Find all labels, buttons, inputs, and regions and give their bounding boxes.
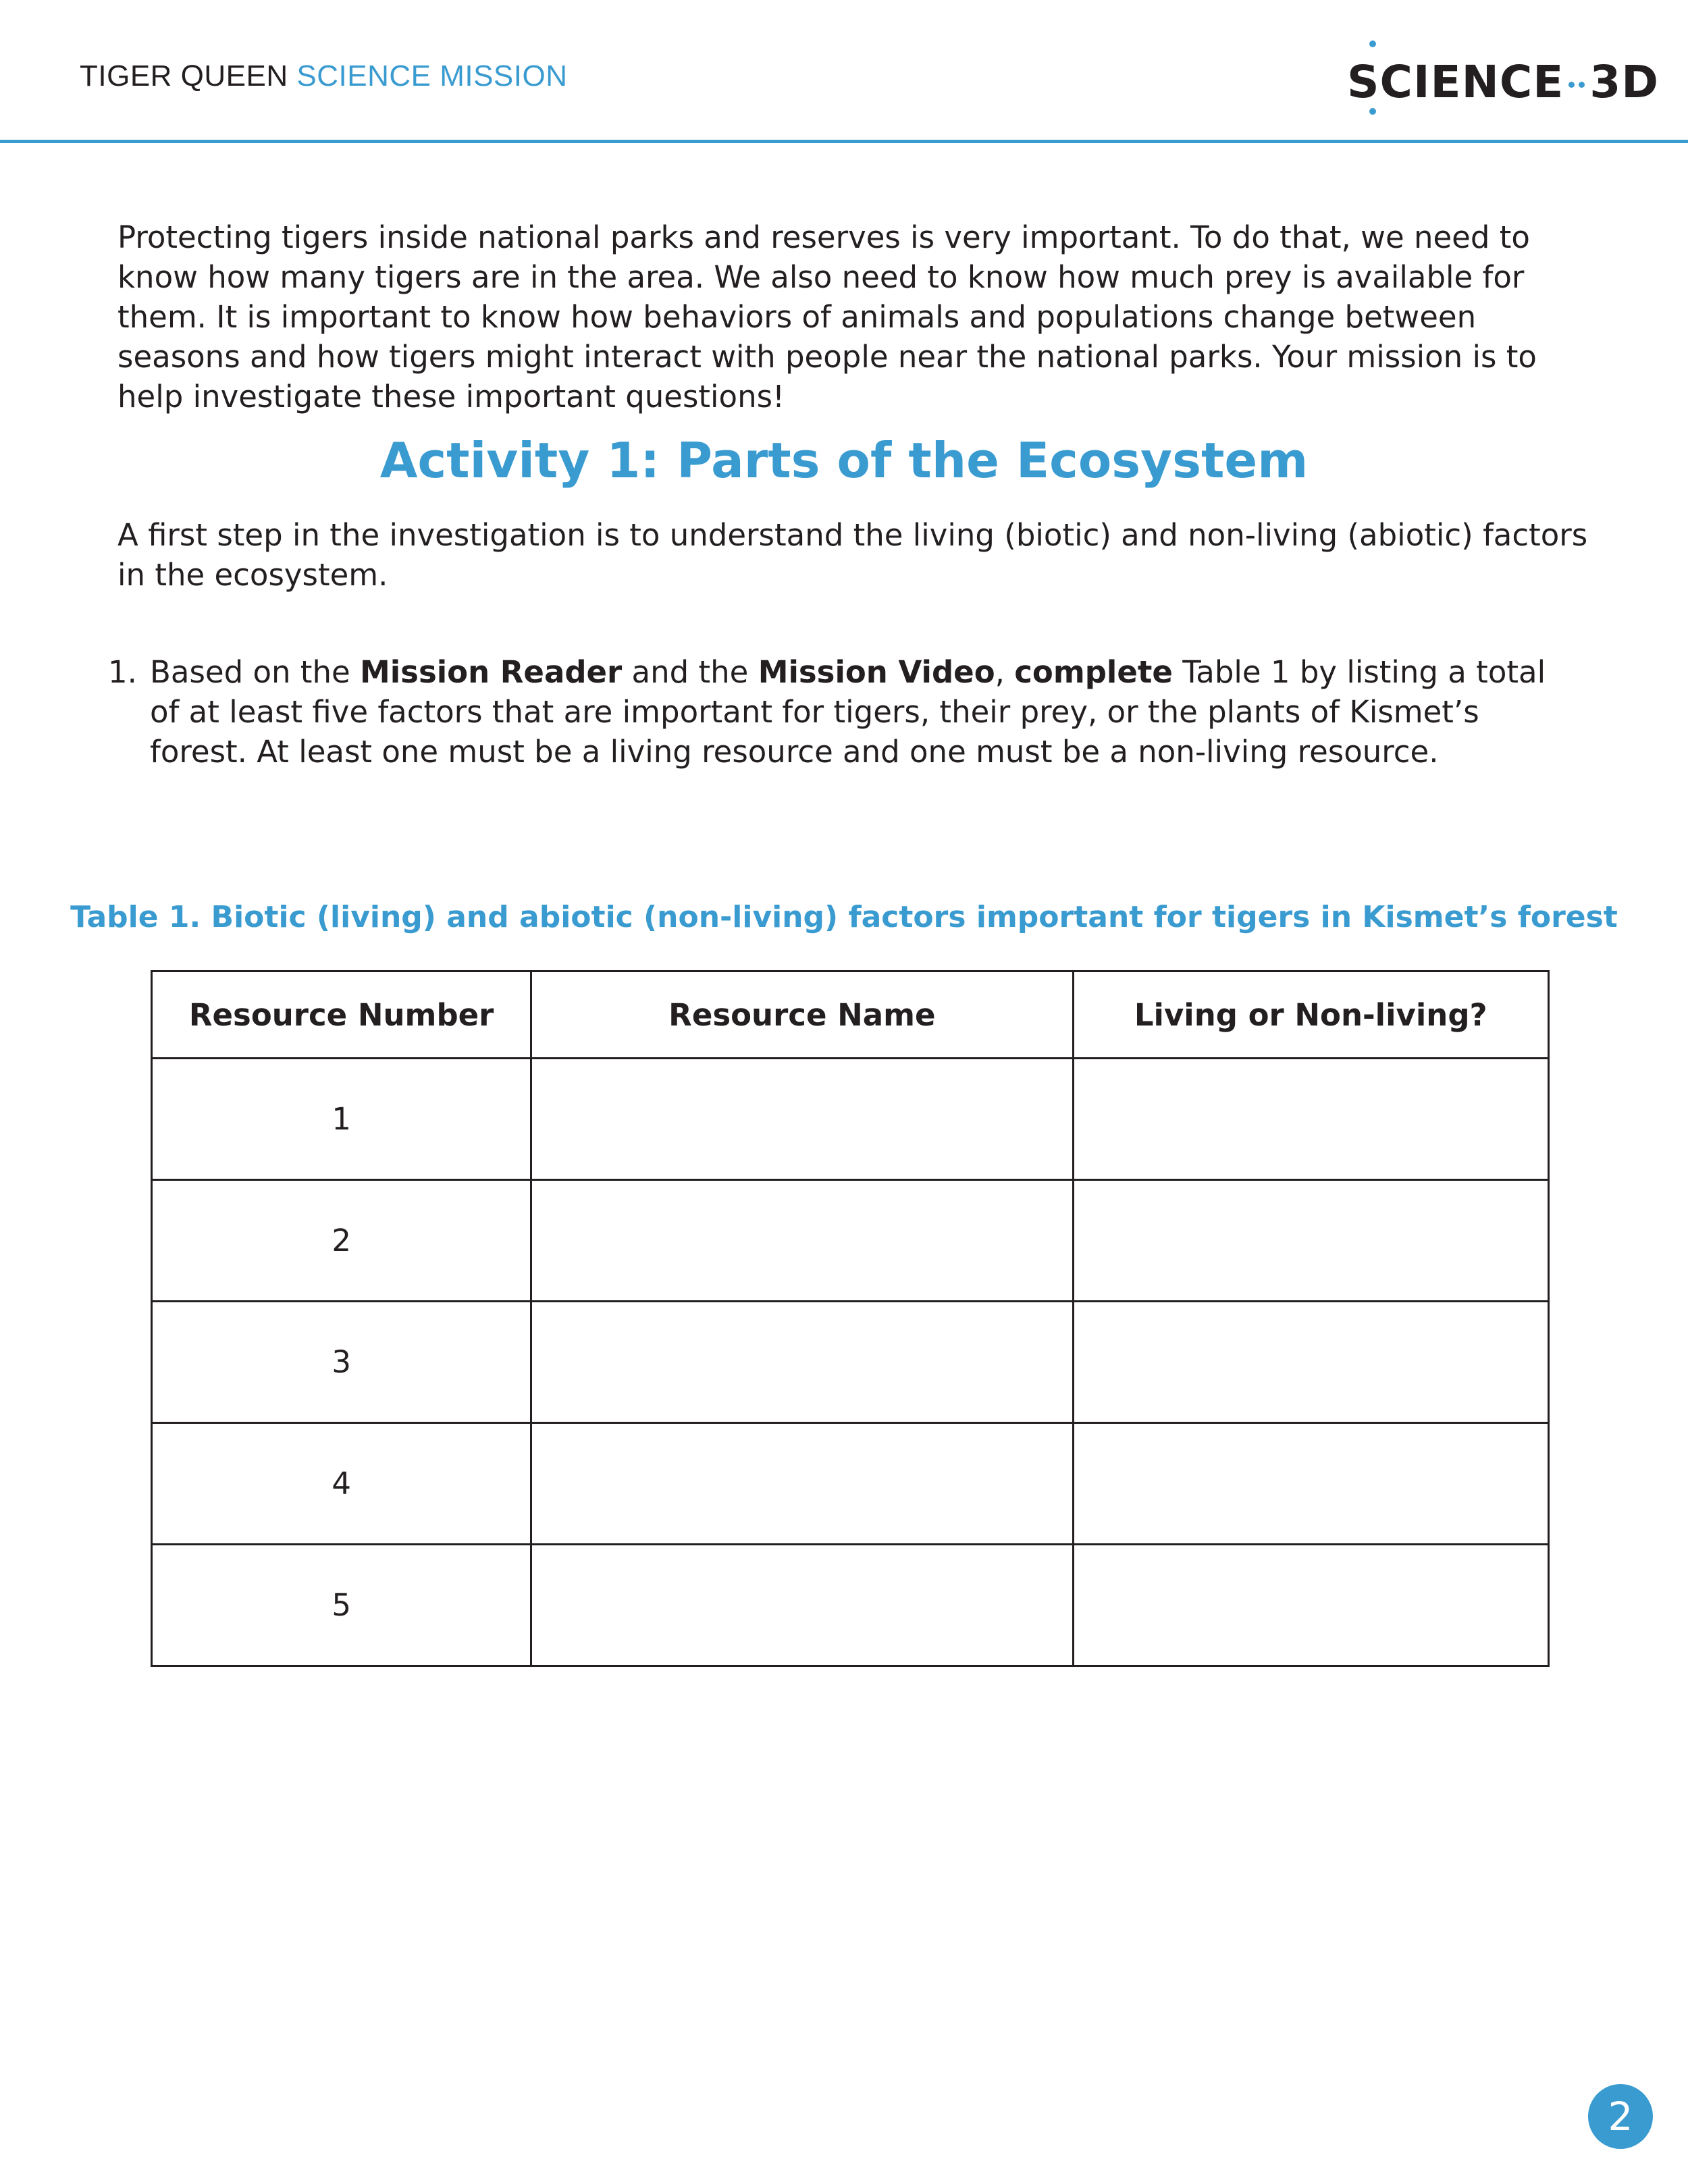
resource-name-cell[interactable] bbox=[531, 1423, 1073, 1545]
resource-table bbox=[151, 970, 1550, 1667]
question-1 bbox=[108, 652, 1560, 772]
logo-text-left: SCIENCE bbox=[1347, 55, 1564, 108]
logo-text-right: 3D bbox=[1589, 55, 1660, 108]
living-status-cell[interactable] bbox=[1073, 1059, 1549, 1180]
living-status-cell[interactable] bbox=[1073, 1423, 1549, 1545]
living-status-cell[interactable] bbox=[1073, 1180, 1549, 1302]
page-number-badge: 2 bbox=[1588, 2084, 1653, 2149]
header-living-nonliving: Living or Non-living? bbox=[1073, 971, 1549, 1059]
header-title-main: TIGER QUEEN bbox=[80, 59, 288, 92]
table-caption: Table 1. Biotic (living) and abiotic (non-living) factors important for tigers in Kismet’s forest bbox=[70, 900, 1618, 934]
question-text: Based on the Mission Reader and the Mission Video, complete Table 1 by listing a total of at least five factors that are important for tigers, their prey, or the plants of Kismet’s forest. At least one must be a living resource and one must be a non-living resource. bbox=[150, 654, 1546, 770]
row-number-cell: 5 bbox=[152, 1545, 531, 1666]
question-number: 1. bbox=[108, 654, 137, 690]
science3d-logo bbox=[1347, 45, 1659, 119]
page-header bbox=[0, 0, 1688, 144]
table-row bbox=[152, 1302, 1549, 1423]
intro-paragraph: Protecting tigers inside national parks and reserves is very important. To do that, we need to know how many tigers are in the area. We also need to know how much prey is available for them. It is important to know how behaviors of animals and populations change between seasons and how tigers might interact with people near the national parks. Your mission is to help investigate these important questions! bbox=[117, 219, 1537, 415]
row-number-cell: 1 bbox=[152, 1059, 531, 1180]
logo-dots-icon bbox=[1564, 59, 1589, 104]
row-number-cell: 2 bbox=[152, 1180, 531, 1302]
resource-name-cell[interactable] bbox=[531, 1059, 1073, 1180]
table-row bbox=[152, 1545, 1549, 1666]
row-number-cell: 4 bbox=[152, 1423, 531, 1545]
header-resource-name: Resource Name bbox=[531, 971, 1073, 1059]
resource-name-cell[interactable] bbox=[531, 1545, 1073, 1666]
resource-name-cell[interactable] bbox=[531, 1302, 1073, 1423]
header-title-accent: SCIENCE MISSION bbox=[296, 59, 568, 92]
table-row bbox=[152, 1423, 1549, 1545]
table-header-row bbox=[152, 971, 1549, 1059]
living-status-cell[interactable] bbox=[1073, 1302, 1549, 1423]
table-row bbox=[152, 1059, 1549, 1180]
first-step-paragraph: A first step in the investigation is to understand the living (biotic) and non-living (abiotic) factors in the ecosystem. bbox=[117, 517, 1588, 593]
header-title bbox=[80, 59, 568, 93]
resource-name-cell[interactable] bbox=[531, 1180, 1073, 1302]
activity-title: Activity 1: Parts of the Ecosystem bbox=[379, 432, 1309, 489]
row-number-cell: 3 bbox=[152, 1302, 531, 1423]
header-resource-number: Resource Number bbox=[152, 971, 531, 1059]
table-row bbox=[152, 1180, 1549, 1302]
logo-vertical-dots-icon bbox=[1369, 41, 1376, 115]
header-divider bbox=[0, 140, 1688, 143]
living-status-cell[interactable] bbox=[1073, 1545, 1549, 1666]
